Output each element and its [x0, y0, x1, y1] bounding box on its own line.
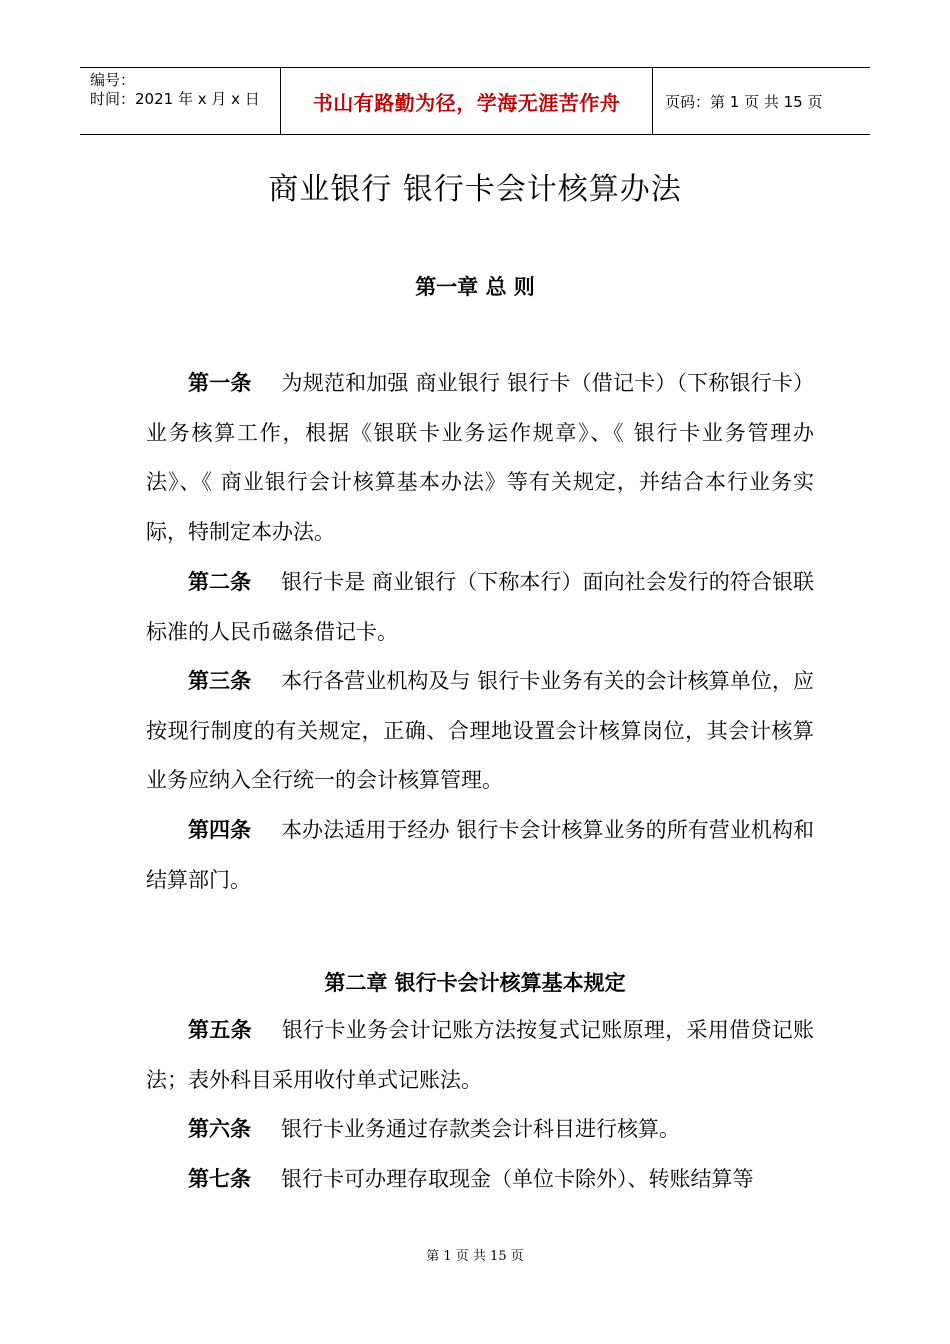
document-number-label: 编号： — [90, 71, 136, 89]
article-paragraph — [146, 1006, 814, 1105]
article-label: 第五条 — [188, 1018, 252, 1042]
page-header — [80, 67, 870, 135]
header-meta — [80, 68, 281, 134]
document-date-label: 时间：2021 年 x 月 x 日 — [90, 90, 260, 108]
document-title: 商业银行 银行卡会计核算办法 — [268, 172, 682, 207]
article-text: 银行卡业务通过存款类会计科目进行核算。 — [281, 1117, 680, 1141]
article-text: 银行卡是 商业银行（下称本行）面向社会发行的符合银联标准的人民币磁条借记卡。 — [146, 570, 814, 644]
article-text: 本办法适用于经办 银行卡会计核算业务的所有营业机构和结算部门。 — [146, 818, 814, 892]
article-label: 第一条 — [188, 371, 252, 395]
article-paragraph — [146, 806, 814, 905]
chapter-heading: 第二章 银行卡会计核算基本规定 — [324, 971, 626, 995]
article-text: 银行卡可办理存取现金（单位卡除外）、转账结算等 — [281, 1167, 754, 1191]
article-paragraph — [146, 1155, 814, 1205]
article-text: 为规范和加强 商业银行 银行卡（借记卡）（下称银行卡）业务核算工作，根据《银联卡业务运作规章》、《 银行卡业务管理办法》、《 商业银行会计核算基本办法》等有关规定，并结合本行业务实际，特制定本办法。 — [146, 371, 815, 544]
article-paragraph — [146, 657, 814, 806]
article-label: 第四条 — [188, 818, 252, 842]
header-page-info: 页码：第 1 页 共 15 页 — [665, 92, 823, 111]
article-paragraph — [146, 558, 814, 657]
article-paragraph — [146, 359, 814, 557]
article-label: 第二条 — [188, 570, 252, 594]
article-paragraph — [146, 1105, 814, 1155]
article-label: 第七条 — [188, 1167, 251, 1191]
article-label: 第三条 — [188, 669, 252, 693]
article-label: 第六条 — [188, 1117, 251, 1141]
article-text: 银行卡业务会计记账方法按复式记账原理，采用借贷记账法；表外科目采用收付单式记账法。 — [146, 1018, 814, 1092]
header-motto: 书山有路勤为径，学海无涯苦作舟 — [312, 90, 621, 115]
page-footer: 第 1 页 共 15 页 — [426, 1249, 524, 1264]
article-text: 本行各营业机构及与 银行卡业务有关的会计核算单位，应按现行制度的有关规定，正确、合理地设置会计核算岗位，其会计核算业务应纳入全行统一的会计核算管理。 — [146, 669, 814, 792]
header-motto-cell — [281, 68, 653, 134]
chapter-heading: 第一章 总 则 — [415, 275, 535, 299]
